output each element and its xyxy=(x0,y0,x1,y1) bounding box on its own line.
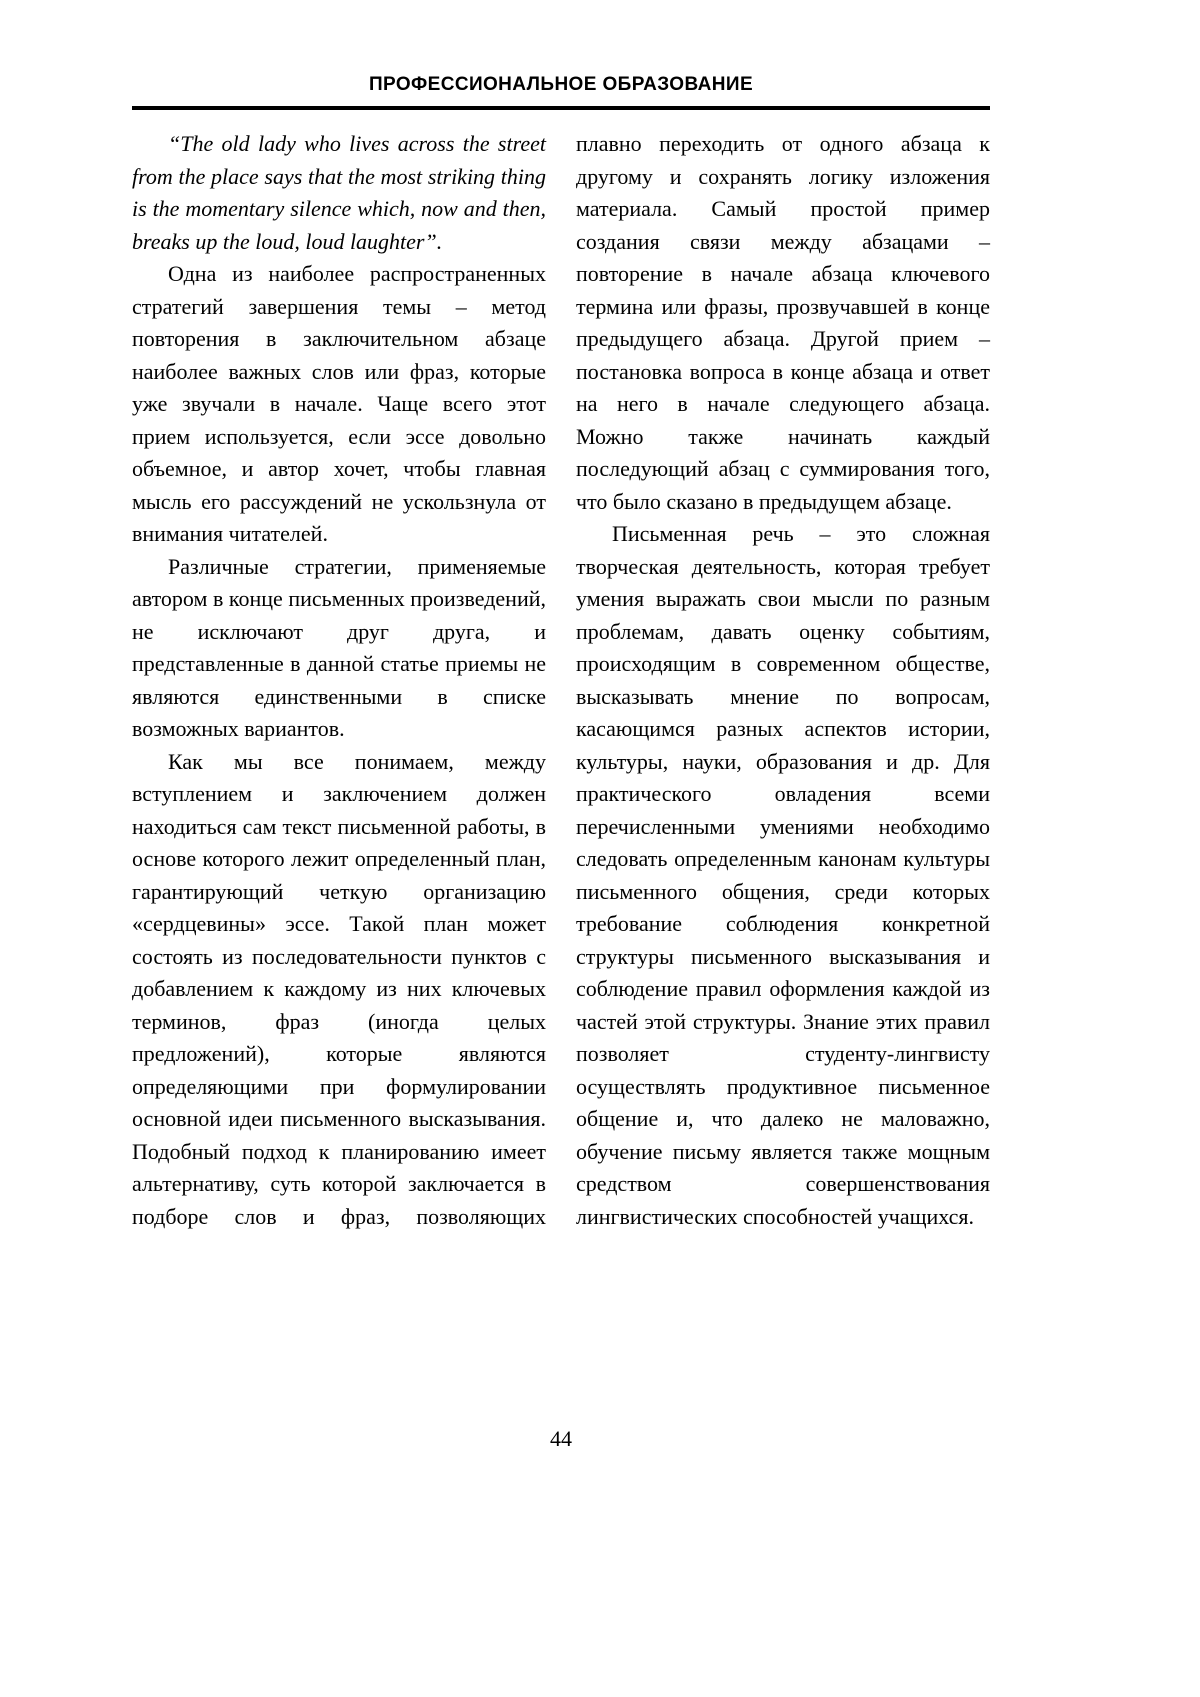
left-column xyxy=(132,128,546,1233)
paragraph: Различные стратегии, применяемые автором в конце письменных произведений, не исключают друг друга, и представленные в данной статье приемы не являются единственными в списке возможных вариантов. xyxy=(132,553,546,741)
english-epigraph-quote: “The old lady who lives across the street from the place says that the most striking thing is the momentary silence which, now and then, breaks up the loud, loud laughter”. xyxy=(132,131,546,254)
two-column-text xyxy=(132,128,990,1233)
right-column xyxy=(576,128,990,1233)
page-content xyxy=(132,74,990,1233)
header-rule xyxy=(132,106,990,110)
running-head: ПРОФЕССИОНАЛЬНОЕ ОБРАЗОВАНИЕ xyxy=(368,74,754,95)
paragraph: Письменная речь – это сложная творческая деятельность, которая требует умения выражать свои мысли по разным проблемам, давать оценку событиям, происходящим в современном обществе, высказывать мнение по вопросам, касающимся разных аспектов истории, культуры, науки, образования и др. Для практического овладения всеми перечисленными умениями необходимо следовать определенным канонам культуры письменного общения, среди которых требование соблюдения конкретной структуры письменного высказывания и соблюдение правил оформления каждой из частей этой структуры. Знание этих правил позволяет студенту-лингвисту осуществлять продуктивное письменное общение и, что далеко не маловажно, обучение письму является также мощным средством совершенствования лингвистических способностей учащихся. xyxy=(576,521,990,1229)
page-number: 44 xyxy=(550,1426,572,1451)
paragraph: Как мы все понимаем, между вступлением и заключением должен находиться сам текст письменной работы, в основе которого лежит определенный план, гарантирующий четкую организацию «сердцевины» эссе. Такой план может состоять из последовательности пунктов с добавлением к каждому из них ключевых терминов, фраз (иногда целых предложений), которые являются определяющими при формулировании основной идеи письменного высказывания. Подобный подход к планированию имеет альтернативу, суть которой заключается в подборе слов и фраз, позволяющих xyxy=(132,748,546,1229)
paragraph: Одна из наиболее распространенных стратегий завершения темы – метод повторения в заключительном абзаце наиболее важных слов или фраз, которые уже звучали в начале. Чаще всего этот прием используется, если эссе довольно объемное, и автор хочет, чтобы главная мысль его рассуждений не ускользнула от внимания читателей. xyxy=(132,261,546,546)
paragraph-continuation: плавно переходить от одного абзаца к другому и сохранять логику изложения материала. Самый простой пример создания связи между абзацами – повторение в начале абзаца ключевого термина или фразы, прозвучавшей в конце предыдущего абзаца. Другой прием – постановка вопроса в конце абзаца и ответ на него в начале следующего абзаца. Можно также начинать каждый последующий абзац с суммирования того, что было сказано в предыдущем абзаце. xyxy=(576,131,990,514)
